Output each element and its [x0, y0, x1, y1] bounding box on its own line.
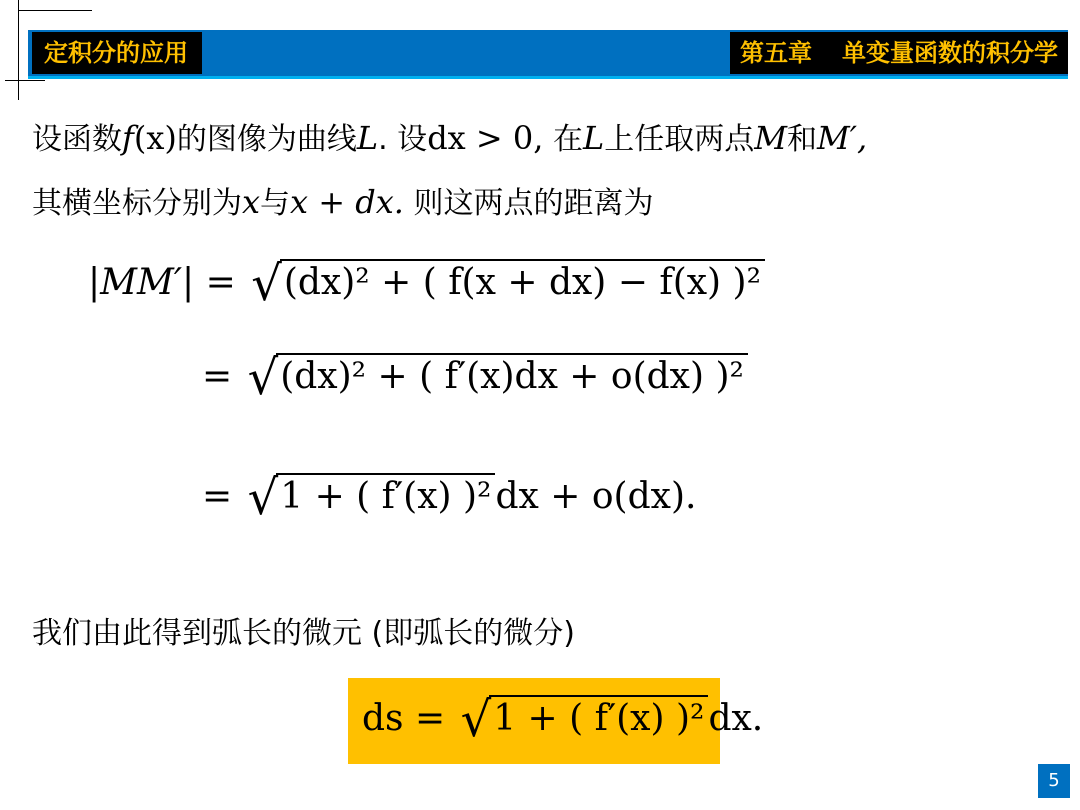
p1-text-1: 设函数 [32, 122, 122, 157]
eq1-radicand: (dx)² + ( f(x + dx) − f(x) )² [280, 259, 765, 305]
eq2-radicand: (dx)² + ( f′(x)dx + o(dx) )² [276, 353, 748, 399]
header-rule [28, 76, 1068, 79]
section-title: 定积分的应用 [32, 32, 202, 74]
p1-M: M [754, 119, 787, 157]
chapter-label: 第五章 [740, 39, 812, 67]
corner-mark-vertical [18, 0, 19, 100]
paragraph-1 [32, 118, 867, 160]
eq1-sqrt [247, 256, 765, 312]
corner-mark-horizontal-lower [5, 80, 45, 81]
p1-L-2: L [582, 119, 605, 157]
formula-radicand: 1 + ( f′(x) )² [489, 695, 708, 741]
paragraph-3: 我们由此得到弧长的微元 (即弧长的微分) [32, 616, 575, 651]
radical-icon: √ [460, 692, 492, 748]
p2-text-1: 其横坐标分别为 [32, 186, 242, 221]
chapter-title: 单变量函数的积分学 [842, 39, 1058, 67]
equation-line-3 [202, 470, 696, 526]
chapter-heading [730, 32, 1068, 74]
equation-line-2 [202, 350, 748, 406]
p1-x-paren: (x) [133, 119, 177, 157]
eq2-equals: = [202, 356, 233, 397]
p1-text-2: 的图像为曲线 [176, 122, 357, 157]
radical-icon: √ [247, 470, 279, 526]
formula-lhs: ds = [362, 698, 446, 739]
p1-L: L [356, 119, 379, 157]
p1-text-6: 和 [786, 122, 817, 157]
p1-text-4: 在 [543, 122, 583, 157]
p1-M-prime: M′, [816, 119, 868, 157]
formula-tail: dx. [708, 698, 764, 739]
eq3-tail: dx + o(dx). [495, 476, 697, 517]
p1-f: f [122, 119, 134, 157]
eq2-sqrt [244, 350, 748, 406]
p2-x: x [242, 183, 261, 221]
p1-text-5: 上任取两点 [604, 122, 755, 157]
p2-text-2: 与 [260, 186, 291, 221]
eq3-sqrt [244, 470, 496, 526]
formula-sqrt [457, 692, 709, 748]
p1-text-3: . 设 [378, 122, 428, 157]
radical-icon: √ [247, 350, 279, 406]
eq1-lhs: |MM′| = [88, 262, 236, 303]
arc-length-formula [362, 692, 763, 748]
radical-icon: √ [251, 256, 282, 312]
equation-line-1 [88, 256, 765, 312]
p2-text-3: 则这两点的距离为 [403, 186, 654, 221]
page-number: 5 [1038, 764, 1070, 798]
p1-dx-positive: dx > 0, [427, 119, 544, 157]
corner-mark-horizontal [18, 10, 92, 11]
eq3-radicand: 1 + ( f′(x) )² [276, 473, 495, 519]
paragraph-2 [32, 182, 654, 224]
p2-x-dx: x + dx. [290, 183, 404, 221]
eq3-equals: = [202, 476, 233, 517]
